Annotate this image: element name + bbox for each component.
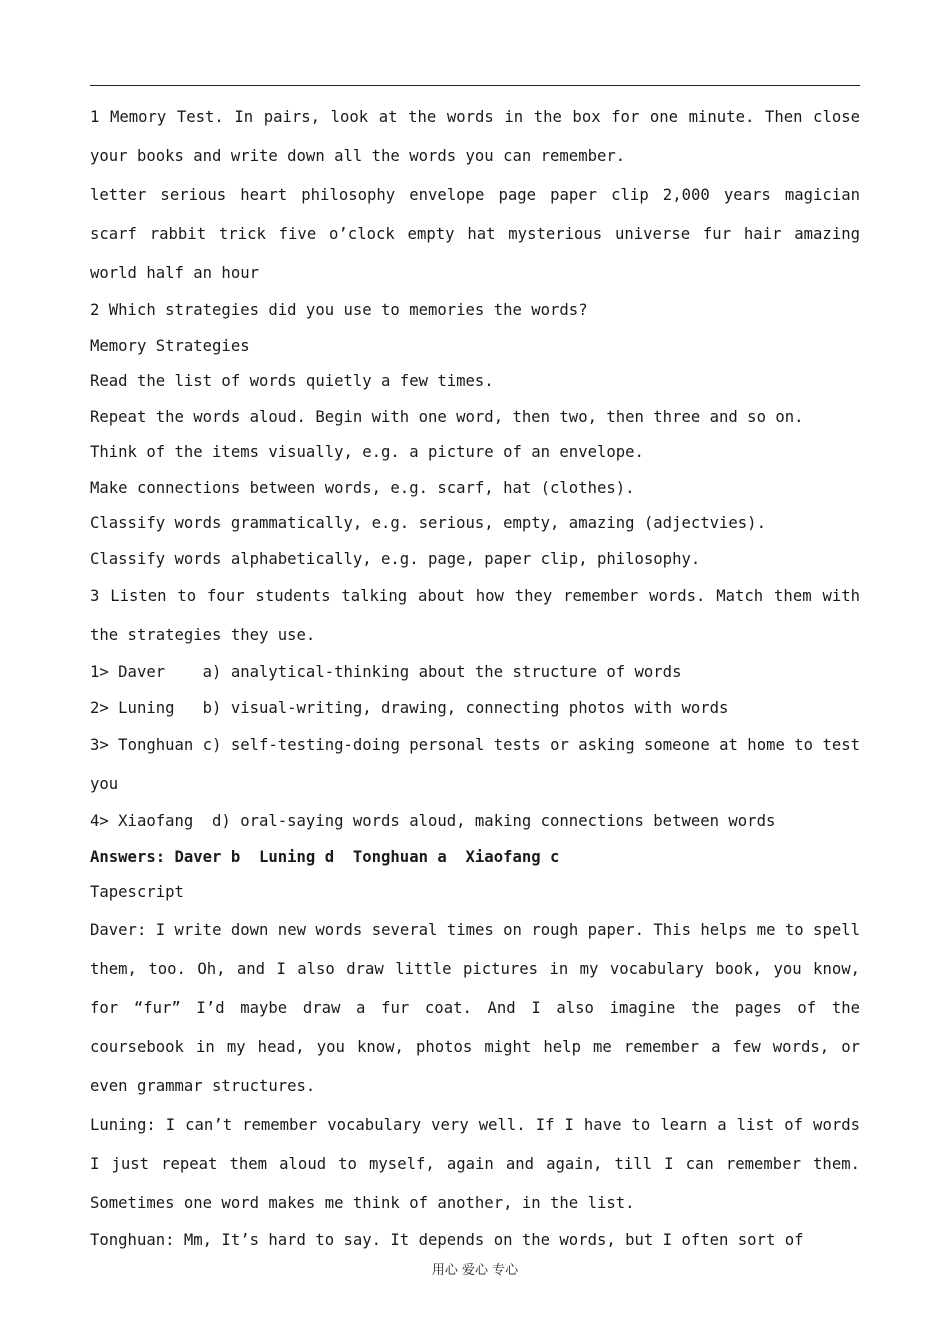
paragraph: 3> Tonghuan c) self-testing-doing personal tests or asking someone at home to test you — [90, 736, 870, 793]
paragraph: Make connections between words, e.g. scarf, hat (clothes). — [90, 478, 635, 497]
paragraph: Tapescript — [90, 883, 184, 901]
paragraph: 3 Listen to four students talking about how they remember words. Match them with the strategies they use. — [90, 587, 870, 644]
paragraph: Classify words grammatically, e.g. serious, empty, amazing (adjectvies). — [90, 514, 766, 532]
paragraph: letter serious heart philosophy envelope page paper clip 2,000 years magician scarf rabbit trick five o’clock empty hat mysterious universe fur hair amazing world half an hour — [90, 186, 870, 282]
top-rule — [90, 85, 860, 86]
document-body — [90, 98, 870, 1258]
paragraph: Luning: I can’t remember vocabulary very well. If I have to learn a list of words I just repeat them aloud to myself, again and again, till I can remember them. Sometimes one word makes me think of another, in the list. — [90, 1115, 870, 1212]
paragraph: Classify words alphabetically, e.g. page, paper clip, philosophy. — [90, 549, 701, 568]
paragraph: 2 Which strategies did you use to memories the words? — [90, 301, 588, 319]
paragraph: 2> Luning b) visual-writing, drawing, connecting photos with words — [90, 698, 729, 717]
paragraph: 1 Memory Test. In pairs, look at the words in the box for one minute. Then close your books and write down all the words you can remember. — [90, 108, 870, 165]
paragraph: 1> Daver a) analytical-thinking about the structure of words — [90, 663, 682, 681]
paragraph: 4> Xiaofang d) oral-saying words aloud, making connections between words — [90, 812, 776, 830]
paragraph: Memory Strategies — [90, 336, 250, 355]
answers-line: Answers: Daver b Luning d Tonghuan a Xiaofang c — [90, 847, 560, 866]
paragraph: Think of the items visually, e.g. a picture of an envelope. — [90, 443, 644, 461]
paragraph: Read the list of words quietly a few times. — [90, 372, 494, 390]
paragraph: Repeat the words aloud. Begin with one word, then two, then three and so on. — [90, 407, 804, 426]
paragraph: Daver: I write down new words several times on rough paper. This helps me to spell them, too. Oh, and I also draw little pictures in my vocabulary book, you know, for “fur” I’d maybe draw a fur coat. And I also imagine the pages of the coursebook in my head, you know, photos might help me remember a few words, or even grammar structures. — [90, 920, 870, 1095]
page-footer: 用心 爱心 专心 — [431, 1263, 519, 1278]
paragraph: Tonghuan: Mm, It’s hard to say. It depends on the words, but I often sort of — [90, 1230, 804, 1249]
